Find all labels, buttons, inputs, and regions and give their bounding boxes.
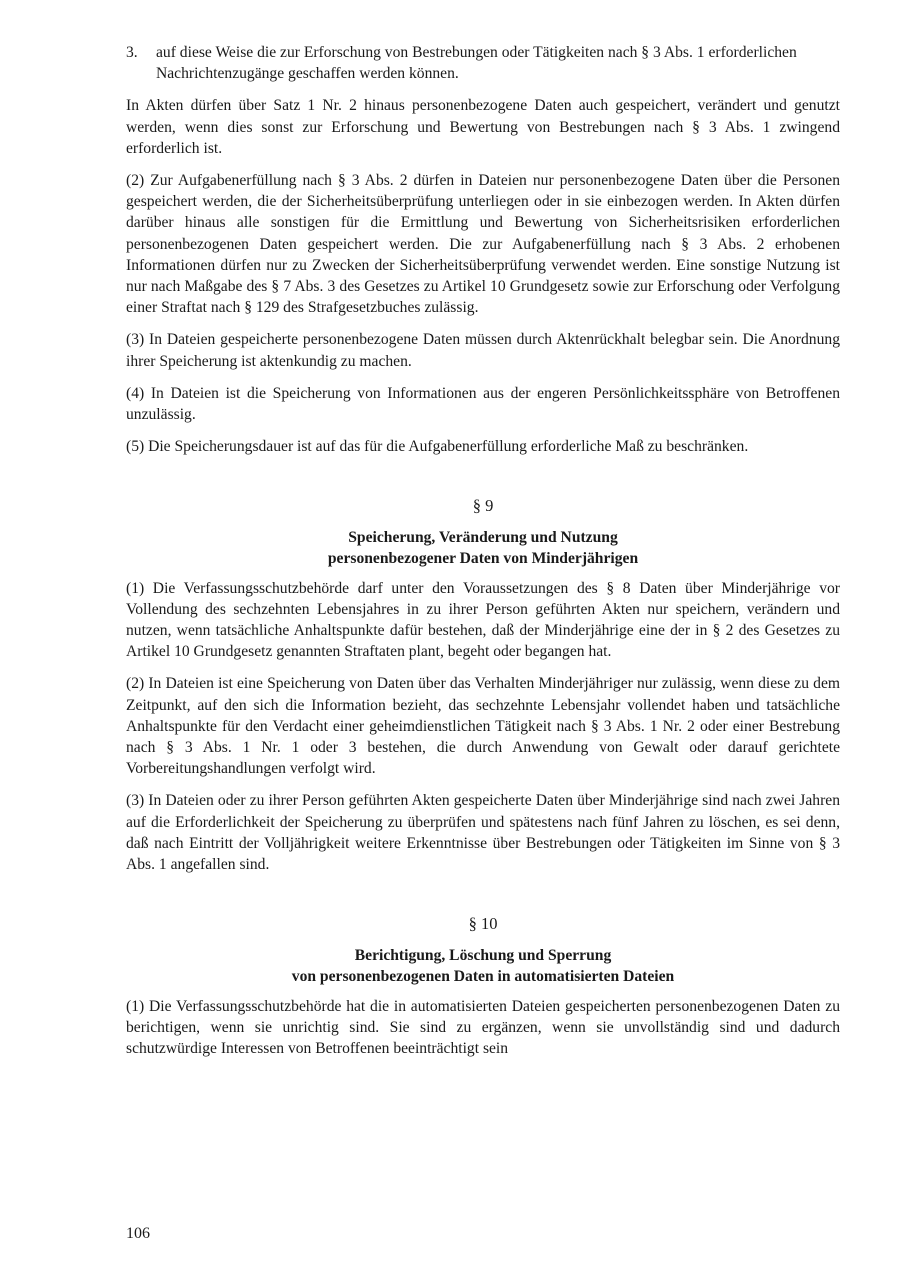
section-9-heading <box>126 495 840 568</box>
section-10-heading <box>126 913 840 986</box>
section-10-paragraph-1: (1) Die Verfassungsschutzbehörde hat die in automatisierten Dateien gespeicherten personenbezogenen Daten zu berichtigen, wenn sie unrichtig sind. Sie sind zu ergänzen, wenn sie unvollständig sind und dadurch schutzwürdige Interessen von Betroffenen beeinträchtigt sein <box>126 997 840 1057</box>
page-number: 106 <box>126 1225 150 1242</box>
paragraph-5: (5) Die Speicherungsdauer ist auf das für die Aufgabenerfüllung erforderliche Maß zu beschränken. <box>126 438 749 456</box>
section-9-title-line-1: Speicherung, Veränderung und Nutzung <box>348 528 618 546</box>
list-item-text: auf diese Weise die zur Erforschung von Bestrebungen oder Tätigkeiten nach § 3 Abs. 1 erforderlichen Nachrichtenzugänge geschaffen werden können. <box>156 44 797 83</box>
paragraph-3: (3) In Dateien gespeicherte personenbezogene Daten müssen durch Aktenrückhalt belegbar sein. Die Anordnung ihrer Speicherung ist aktenkundig zu machen. <box>126 331 840 370</box>
section-10-number: § 10 <box>468 914 498 934</box>
section-9-paragraph-1: (1) Die Verfassungsschutzbehörde darf unter den Voraussetzungen des § 8 Daten über Minderjährige vor Vollendung des sechzehnten Lebensjahres in zu ihrer Person geführten Akten nur speichern, verändern und nutzen, wenn tatsächliche Anhaltspunkte dafür bestehen, daß der Minderjährige eine der in § 2 des Gesetzes zu Artikel 10 Grundgesetz genannten Straftaten plant, begeht oder begangen hat. <box>126 579 840 661</box>
section-10-title-line-1: Berichtigung, Löschung und Sperrung <box>354 946 612 964</box>
paragraph-4: (4) In Dateien ist die Speicherung von Informationen aus der engeren Persönlichkeitssphäre von Betroffenen unzulässig. <box>126 384 840 424</box>
list-item-number: 3. <box>126 44 138 61</box>
section-9-number: § 9 <box>472 496 494 516</box>
section-9-title-line-2: personenbezogener Daten von Minderjährigen <box>327 549 639 567</box>
paragraph-2: (2) Zur Aufgabenerfüllung nach § 3 Abs. 2 dürfen in Dateien nur personenbezogene Daten über die Personen gespeichert werden, die der Sicherheitsüberprüfung unterliegen oder in sie einbezogen werden. In Akten dürfen darüber hinaus alle sonstigen für die Ermittlung und Bewertung von Sicherheitsrisiken erforderlichen personenbezogenen Daten gespeichert werden. Die zur Aufgabenerfüllung nach § 3 Abs. 2 erhobenen Informationen dürfen nur zu Zwecken der Sicherheitsüberprüfung verwendet werden. Eine sonstige Nutzung ist nur nach Maßgabe des § 7 Abs. 3 des Gesetzes zu Artikel 10 Grundgesetz sowie zur Erforschung oder Verfolgung einer Straftat nach § 129 des Strafgesetzbuches zulässig. <box>126 172 840 317</box>
page-content <box>126 42 840 1070</box>
paragraph-akten: In Akten dürfen über Satz 1 Nr. 2 hinaus personenbezogene Daten auch gespeichert, verändert und genutzt werden, wenn dies sonst zur Erforschung und Bewertung von Bestrebungen nach § 3 Abs. 1 zwingend erforderlich ist. <box>126 97 840 157</box>
list-item-3 <box>126 42 840 84</box>
section-9-paragraph-2: (2) In Dateien ist eine Speicherung von Daten über das Verhalten Minderjähriger nur zulässig, wenn diese zu dem Zeitpunkt, auf den sich die Information bezieht, das sechzehnte Lebensjahr vollendet haben und tatsächliche Anhaltspunkte für den Verdacht einer geheimdienstlichen Tätigkeit nach § 3 Abs. 1 Nr. 2 oder einer Bestrebung nach § 3 Abs. 1 Nr. 1 oder 3 bestehen, die durch Anwendung von Gewalt oder darauf gerichtete Vorbereitungshandlungen verfolgt wird. <box>126 675 840 778</box>
section-10-title-line-2: von personenbezogenen Daten in automatisierten Dateien <box>291 967 675 985</box>
section-9-paragraph-3: (3) In Dateien oder zu ihrer Person geführten Akten gespeicherte Daten über Minderjährige sind nach zwei Jahren auf die Erforderlichkeit der Speicherung zu überprüfen und spätestens nach fünf Jahren zu löschen, es sei denn, daß nach Eintritt der Volljährigkeit weitere Erkenntnisse über Bestrebungen oder Tätigkeiten im Sinne von § 3 Abs. 1 angefallen sind. <box>126 792 840 874</box>
